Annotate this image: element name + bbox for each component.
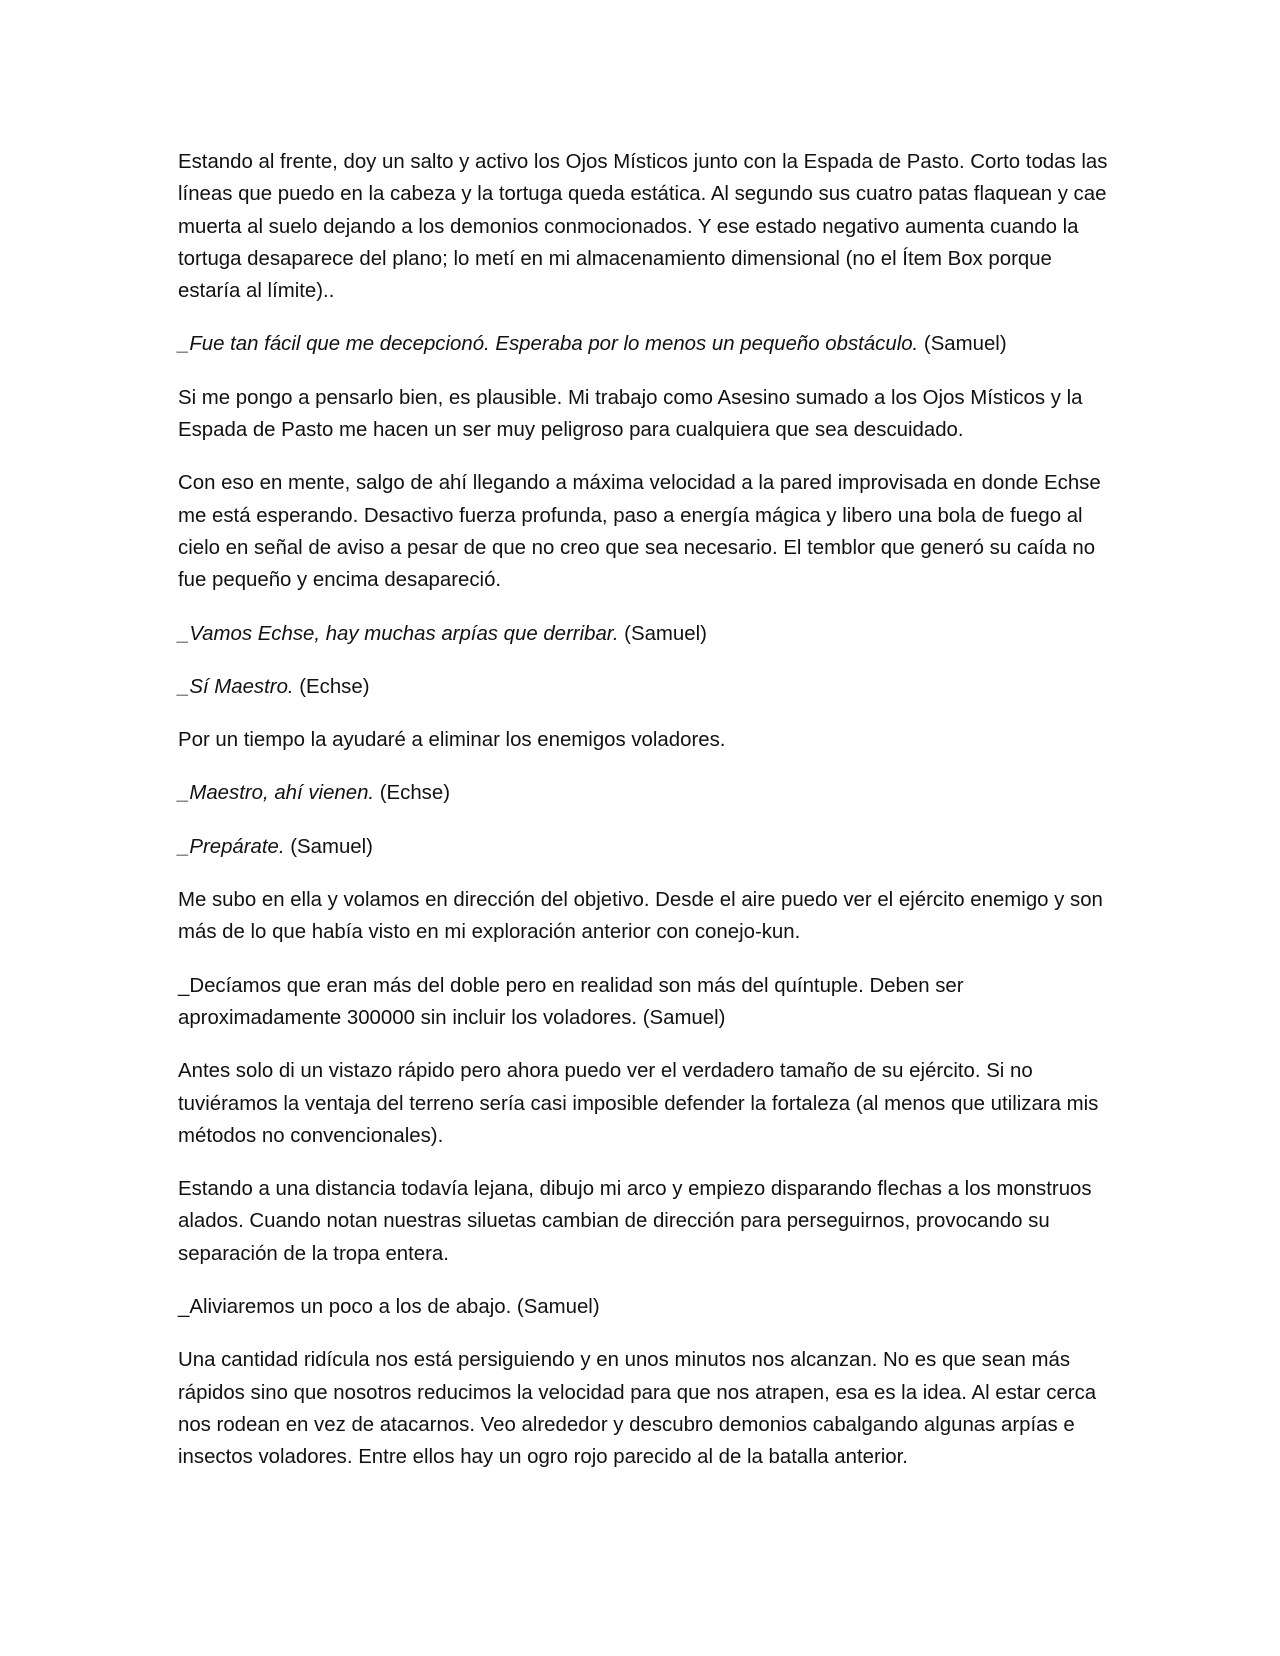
dialogue-speaker: (Samuel) xyxy=(918,333,1007,356)
dialogue-speaker: (Samuel) xyxy=(284,835,373,858)
dialogue-paragraph xyxy=(178,328,1118,360)
narration-paragraph: Antes solo di un vistazo rápido pero ahora puedo ver el verdadero tamaño de su ejército. Si no tuviéramos la ventaja del terreno sería casi imposible defender la fortaleza (al menos que utilizara mis métodos no convencionales). xyxy=(178,1060,1099,1147)
dialogue-speaker: (Echse) xyxy=(374,782,451,805)
dialogue-speech: _Maestro, ahí vienen. xyxy=(178,782,375,805)
dialogue-paragraph xyxy=(178,777,1118,809)
dialogue-speech: _Vamos Echse, hay muchas arpías que derribar. xyxy=(178,622,619,645)
dialogue-speech: _Sí Maestro. xyxy=(178,675,294,698)
narration-paragraph: _Decíamos que eran más del doble pero en realidad son más del quíntuple. Deben ser aproximadamente 300000 sin incluir los voladores. (Samuel) xyxy=(178,974,964,1029)
dialogue-speech: _Fue tan fácil que me decepcionó. Esperaba por lo menos un pequeño obstáculo. xyxy=(178,333,919,356)
narration-paragraph: _Aliviaremos un poco a los de abajo. (Samuel) xyxy=(178,1296,600,1319)
dialogue-speaker: (Samuel) xyxy=(618,622,707,645)
narration-paragraph: Estando a una distancia todavía lejana, dibujo mi arco y empiezo disparando flechas a los monstruos alados. Cuando notan nuestras siluetas cambian de dirección para perseguirnos, provocando su separación de la tropa entera. xyxy=(178,1178,1092,1265)
dialogue-paragraph xyxy=(178,671,1118,703)
dialogue-paragraph xyxy=(178,831,1118,863)
narration-paragraph: Estando al frente, doy un salto y activo los Ojos Místicos junto con la Espada de Pasto. Corto todas las líneas que puedo en la cabeza y la tortuga queda estática. Al segundo sus cuatro patas flaquean y cae muerta al suelo dejando a los demonios conmocionados. Y ese estado negativo aumenta cuando la tortuga desaparece del plano; lo metí en mi almacenamiento dimensional (no el Ítem Box porque estaría al límite).. xyxy=(178,151,1108,303)
dialogue-speech: _Prepárate. xyxy=(178,835,285,858)
narration-paragraph: Una cantidad ridícula nos está persiguiendo y en unos minutos nos alcanzan. No es que sean más rápidos sino que nosotros reducimos la velocidad para que nos atrapen, esa es la idea. Al estar cerca nos rodean en vez de atacarnos. Veo alrededor y descubro demonios cabalgando algunas arpías e insectos voladores. Entre ellos hay un ogro rojo parecido al de la batalla anterior. xyxy=(178,1349,1097,1469)
narration-paragraph: Con eso en mente, salgo de ahí llegando a máxima velocidad a la pared improvisada en donde Echse me está esperando. Desactivo fuerza profunda, paso a energía mágica y libero una bola de fuego al cielo en señal de aviso a pesar de que no creo que sea necesario. El temblor que generó su caída no fue pequeño y encima desapareció. xyxy=(178,472,1101,592)
dialogue-paragraph xyxy=(178,618,1118,650)
document-page xyxy=(178,146,1118,1495)
dialogue-speaker: (Echse) xyxy=(293,675,370,698)
narration-paragraph: Por un tiempo la ayudaré a eliminar los enemigos voladores. xyxy=(178,729,726,752)
narration-paragraph: Me subo en ella y volamos en dirección del objetivo. Desde el aire puedo ver el ejército enemigo y son más de lo que había visto en mi exploración anterior con conejo-kun. xyxy=(178,889,1103,944)
narration-paragraph: Si me pongo a pensarlo bien, es plausible. Mi trabajo como Asesino sumado a los Ojos Místicos y la Espada de Pasto me hacen un ser muy peligroso para cualquiera que sea descuidado. xyxy=(178,386,1083,442)
